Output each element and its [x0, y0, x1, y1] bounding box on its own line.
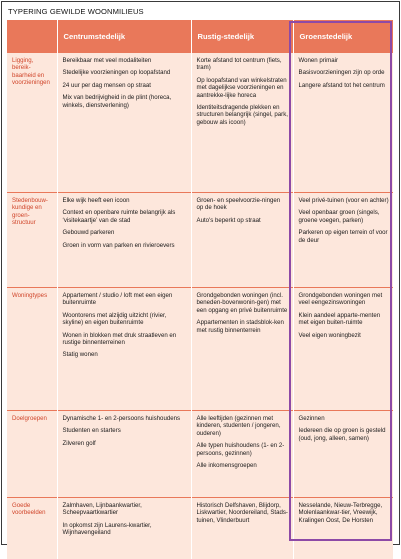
cell-item: Statig wonen [63, 351, 187, 358]
cell-item: Wonen in blokken met druk straatleven en rustige binnenterreinen [63, 332, 187, 347]
cell-item: Veel openbaar groen (singels, groene voegen, parken) [299, 209, 390, 224]
header-rustig-stedelijk: Rustig-stedelijk [191, 20, 293, 53]
table-cell [57, 193, 191, 288]
cell-item: Parkeren op eigen terrein of voor de deur [299, 229, 390, 244]
row-label: Stedenbouw-kundige en groen-structuur [7, 193, 57, 288]
cell-item: Wonen primair [299, 57, 390, 64]
header-groenstedelijk: Groenstedelijk [293, 20, 393, 53]
table-row [7, 193, 393, 288]
cell-item: In opkomst zijn Laurens-kwartier, Wijnhavengeiland [63, 522, 187, 537]
cell-item: Historisch Delfshaven, Blijdorp, Liskwartier, Noordereiland, Stads-tuinen, Vlinderbuurt [197, 502, 289, 524]
cell-item: Veel privé-tuinen (voor en achter) [299, 197, 390, 204]
table-cell [191, 288, 293, 411]
table-cell [57, 411, 191, 498]
cell-item: Identiteitsdragende plekken en structuren belangrijk (singel, park, gebouw als icoon) [197, 104, 289, 126]
cell-item: Iedereen die op groen is gesteld (oud, jong, alleen, samen) [299, 427, 390, 442]
table-cell [191, 498, 293, 559]
cell-item: Langere afstand tot het centrum [299, 82, 390, 89]
cell-item: Elke wijk heeft een icoon [63, 197, 187, 204]
table-row [7, 498, 393, 559]
cell-item: Gezinnen [299, 415, 390, 422]
cell-item: Dynamische 1- en 2-persoons huishoudens [63, 415, 187, 422]
cell-item: Appartement / studio / loft met een eigen buitenruimte [63, 292, 187, 307]
cell-item: Appartementen in stadsblok-ken met rustig binnenterrein [197, 319, 289, 334]
cell-item: Grondgebonden woningen met veel eengezinswoningen [299, 292, 390, 307]
row-label: Ligging, bereik-baarheid en voorzieningen [7, 53, 57, 193]
table-cell [293, 193, 393, 288]
cell-item: Alle typen huishoudens (1- en 2-persoons, gezinnen) [197, 442, 289, 457]
cell-item: Stedelijke voorzieningen op loopafstand [63, 69, 187, 76]
table-row [7, 288, 393, 411]
cell-item: Groen in vorm van parken en rivieroevers [63, 242, 187, 249]
cell-item: Alle leeftijden (gezinnen met kinderen, studenten / jongeren, ouderen) [197, 415, 289, 437]
table-cell [293, 288, 393, 411]
cell-item: Mix van bedrijvigheid in de plint (horeca, winkels, dienstverlening) [63, 94, 187, 109]
table-cell [293, 53, 393, 193]
cell-item: Auto's beperkt op straat [197, 217, 289, 224]
table-cell [57, 53, 191, 193]
table-cell [57, 498, 191, 559]
cell-item: Gebouwd parkeren [63, 229, 187, 236]
cell-item: Alle inkomensgroepen [197, 462, 289, 469]
cell-item: Studenten en starters [63, 427, 187, 434]
cell-item: Groen- en speelvoorzie-ningen op de hoek [197, 197, 289, 212]
header-centrumstedelijk: Centrumstedelijk [57, 20, 191, 53]
cell-item: Nesselande, Nieuw-Terbregge, Molenlaankwar-tier, Vreewijk, Kralingen Oost, De Horsten [299, 502, 390, 524]
cell-item: Klein aandeel apparte-menten met eigen buiten-ruimte [299, 312, 390, 327]
table-cell [191, 193, 293, 288]
cell-item: Op loopafstand van winkelstraten met dagelijkse voorzieningen en aantrekke-lijke horeca [197, 77, 289, 99]
cell-item: Zilveren golf [63, 440, 187, 447]
table-row [7, 411, 393, 498]
cell-item: Zalmhaven, Lijnbaankwartier, Scheepvaartkwartier [63, 502, 187, 517]
cell-item: Context en openbare ruimte belangrijk als ‘visitekaartje’ van de stad [63, 209, 187, 224]
table-header-row [7, 20, 393, 53]
table-cell [191, 411, 293, 498]
cell-item: Korte afstand tot centrum (fiets, tram) [197, 57, 289, 72]
cell-item: Woontorens met alzijdig uitzicht (rivier, skyline) en eigen buitenruimte [63, 312, 187, 327]
cell-item: Bereikbaar met veel modaliteiten [63, 57, 187, 64]
table-cell [57, 288, 191, 411]
row-label: Doelgroepen [7, 411, 57, 498]
table-cell [293, 411, 393, 498]
header-empty [7, 20, 57, 53]
table-cell [293, 498, 393, 559]
cell-item: Grondgebonden woningen (incl. beneden-bovenwonin-gen) met een opgang en privé buitenruimte [197, 292, 289, 314]
cell-item: Veel eigen woningbezit [299, 332, 390, 339]
cell-item: Basisvoorzieningen zijn op orde [299, 69, 390, 76]
page-title: TYPERING GEWILDE WOONMILIEUS [8, 7, 144, 16]
row-label: Woningtypes [7, 288, 57, 411]
table-cell [191, 53, 293, 193]
table-row [7, 53, 393, 193]
cell-item: 24 uur per dag mensen op straat [63, 82, 187, 89]
woonmilieus-table [7, 20, 393, 559]
row-label: Goede voorbeelden [7, 498, 57, 559]
